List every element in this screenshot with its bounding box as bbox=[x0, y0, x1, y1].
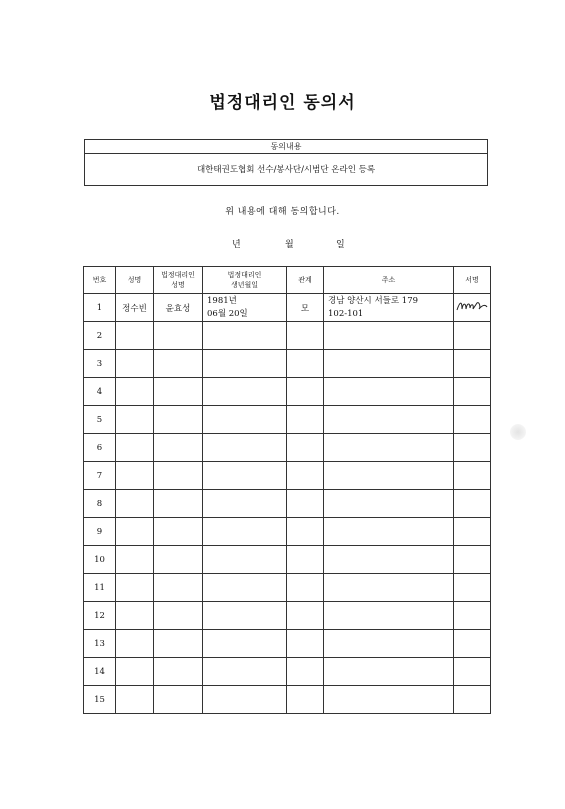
table-row bbox=[84, 686, 491, 714]
table-row bbox=[84, 574, 491, 602]
table-row bbox=[84, 630, 491, 658]
row-number: 4 bbox=[84, 378, 116, 406]
relation bbox=[287, 602, 324, 630]
relation bbox=[287, 490, 324, 518]
relation bbox=[287, 350, 324, 378]
relation bbox=[287, 462, 324, 490]
header-number: 번호 bbox=[84, 267, 116, 294]
student-name bbox=[116, 462, 154, 490]
table-row bbox=[84, 434, 491, 462]
guardian-birthdate bbox=[203, 686, 287, 714]
address bbox=[324, 574, 454, 602]
signature-mark bbox=[455, 308, 489, 318]
row-number: 2 bbox=[84, 322, 116, 350]
row-number: 10 bbox=[84, 546, 116, 574]
guardian-birthdate bbox=[203, 322, 287, 350]
date-year-label: 년 bbox=[232, 240, 241, 250]
student-name bbox=[116, 574, 154, 602]
guardian-name bbox=[154, 406, 203, 434]
guardian-name bbox=[154, 574, 203, 602]
guardian-name bbox=[154, 322, 203, 350]
relation bbox=[287, 630, 324, 658]
signature bbox=[454, 378, 491, 406]
address bbox=[324, 630, 454, 658]
relation bbox=[287, 574, 324, 602]
row-number: 14 bbox=[84, 658, 116, 686]
address bbox=[324, 406, 454, 434]
guardian-name bbox=[154, 518, 203, 546]
page-title: 법정대리인 동의서 bbox=[209, 93, 356, 113]
row-number: 3 bbox=[84, 350, 116, 378]
signature bbox=[454, 630, 491, 658]
address bbox=[324, 322, 454, 350]
row-number: 15 bbox=[84, 686, 116, 714]
guardian-name bbox=[154, 378, 203, 406]
guardian-birthdate bbox=[203, 658, 287, 686]
consent-header: 동의내용 bbox=[85, 140, 487, 154]
signature bbox=[454, 602, 491, 630]
header-guardian-birth: 법정대리인 생년월일 bbox=[203, 267, 287, 294]
row-number: 13 bbox=[84, 630, 116, 658]
guardian-birthdate bbox=[203, 462, 287, 490]
guardian-birthdate bbox=[203, 630, 287, 658]
guardian-birthdate bbox=[203, 350, 287, 378]
student-name bbox=[116, 350, 154, 378]
guardian-birthdate bbox=[203, 434, 287, 462]
consent-body: 대한태권도협회 선수/봉사단/시범단 온라인 등록 bbox=[196, 165, 376, 175]
header-signature: 서명 bbox=[454, 267, 491, 294]
guardian-birthdate: 1981년 06월 20일 bbox=[203, 294, 287, 322]
table-row bbox=[84, 462, 491, 490]
student-name bbox=[116, 322, 154, 350]
address bbox=[324, 518, 454, 546]
guardian-birthdate bbox=[203, 518, 287, 546]
signature bbox=[454, 462, 491, 490]
address: 경남 양산시 서들로 179 102-101 bbox=[324, 294, 454, 322]
row-number: 8 bbox=[84, 490, 116, 518]
signature bbox=[454, 686, 491, 714]
signature bbox=[454, 518, 491, 546]
signature bbox=[454, 658, 491, 686]
table-row bbox=[84, 490, 491, 518]
student-name: 정수빈 bbox=[116, 294, 154, 322]
address bbox=[324, 462, 454, 490]
table-row bbox=[84, 658, 491, 686]
guardian-birthdate bbox=[203, 406, 287, 434]
table-row bbox=[84, 406, 491, 434]
student-name bbox=[116, 602, 154, 630]
guardian-name bbox=[154, 490, 203, 518]
guardian-birthdate bbox=[203, 490, 287, 518]
address bbox=[324, 434, 454, 462]
student-name bbox=[116, 630, 154, 658]
address bbox=[324, 350, 454, 378]
student-name bbox=[116, 378, 154, 406]
signature bbox=[454, 546, 491, 574]
header-address: 주소 bbox=[324, 267, 454, 294]
header-name: 성명 bbox=[116, 267, 154, 294]
relation bbox=[287, 658, 324, 686]
table-row bbox=[84, 294, 491, 322]
row-number: 7 bbox=[84, 462, 116, 490]
row-number: 1 bbox=[84, 294, 116, 322]
scan-speck bbox=[510, 424, 526, 440]
address bbox=[324, 602, 454, 630]
signature bbox=[454, 322, 491, 350]
student-name bbox=[116, 658, 154, 686]
row-number: 12 bbox=[84, 602, 116, 630]
signature bbox=[454, 406, 491, 434]
student-name bbox=[116, 546, 154, 574]
signature bbox=[454, 574, 491, 602]
relation bbox=[287, 434, 324, 462]
student-name bbox=[116, 406, 154, 434]
guardian-name bbox=[154, 434, 203, 462]
guardian-name bbox=[154, 630, 203, 658]
student-name bbox=[116, 686, 154, 714]
date-month-label: 월 bbox=[285, 240, 294, 250]
date-day-label: 일 bbox=[336, 240, 345, 250]
guardian-name bbox=[154, 350, 203, 378]
guardian-birthdate bbox=[203, 574, 287, 602]
guardian-birthdate bbox=[203, 546, 287, 574]
table-row bbox=[84, 546, 491, 574]
relation bbox=[287, 518, 324, 546]
relation: 모 bbox=[287, 294, 324, 322]
relation bbox=[287, 378, 324, 406]
signature bbox=[454, 294, 491, 322]
student-name bbox=[116, 490, 154, 518]
table-row bbox=[84, 602, 491, 630]
relation bbox=[287, 406, 324, 434]
student-name bbox=[116, 434, 154, 462]
student-name bbox=[116, 518, 154, 546]
row-number: 11 bbox=[84, 574, 116, 602]
consent-box bbox=[84, 139, 488, 186]
signature bbox=[454, 434, 491, 462]
table-row bbox=[84, 350, 491, 378]
guardian-name bbox=[154, 462, 203, 490]
address bbox=[324, 378, 454, 406]
signature bbox=[454, 490, 491, 518]
guardian-name: 윤효성 bbox=[154, 294, 203, 322]
row-number: 6 bbox=[84, 434, 116, 462]
relation bbox=[287, 546, 324, 574]
table-row bbox=[84, 518, 491, 546]
table-row bbox=[84, 378, 491, 406]
guardian-name bbox=[154, 602, 203, 630]
relation bbox=[287, 686, 324, 714]
address bbox=[324, 686, 454, 714]
table-header-row bbox=[84, 267, 491, 294]
header-relation: 관계 bbox=[287, 267, 324, 294]
guardian-name bbox=[154, 546, 203, 574]
agree-statement: 위 내용에 대해 동의합니다. bbox=[225, 207, 340, 217]
address bbox=[324, 490, 454, 518]
guardian-name bbox=[154, 686, 203, 714]
guardian-name bbox=[154, 658, 203, 686]
address bbox=[324, 658, 454, 686]
row-number: 9 bbox=[84, 518, 116, 546]
table-row bbox=[84, 322, 491, 350]
consent-table bbox=[83, 266, 491, 714]
row-number: 5 bbox=[84, 406, 116, 434]
header-guardian-name: 법정대리인 성명 bbox=[154, 267, 203, 294]
relation bbox=[287, 322, 324, 350]
guardian-birthdate bbox=[203, 602, 287, 630]
signature bbox=[454, 350, 491, 378]
address bbox=[324, 546, 454, 574]
guardian-birthdate bbox=[203, 378, 287, 406]
